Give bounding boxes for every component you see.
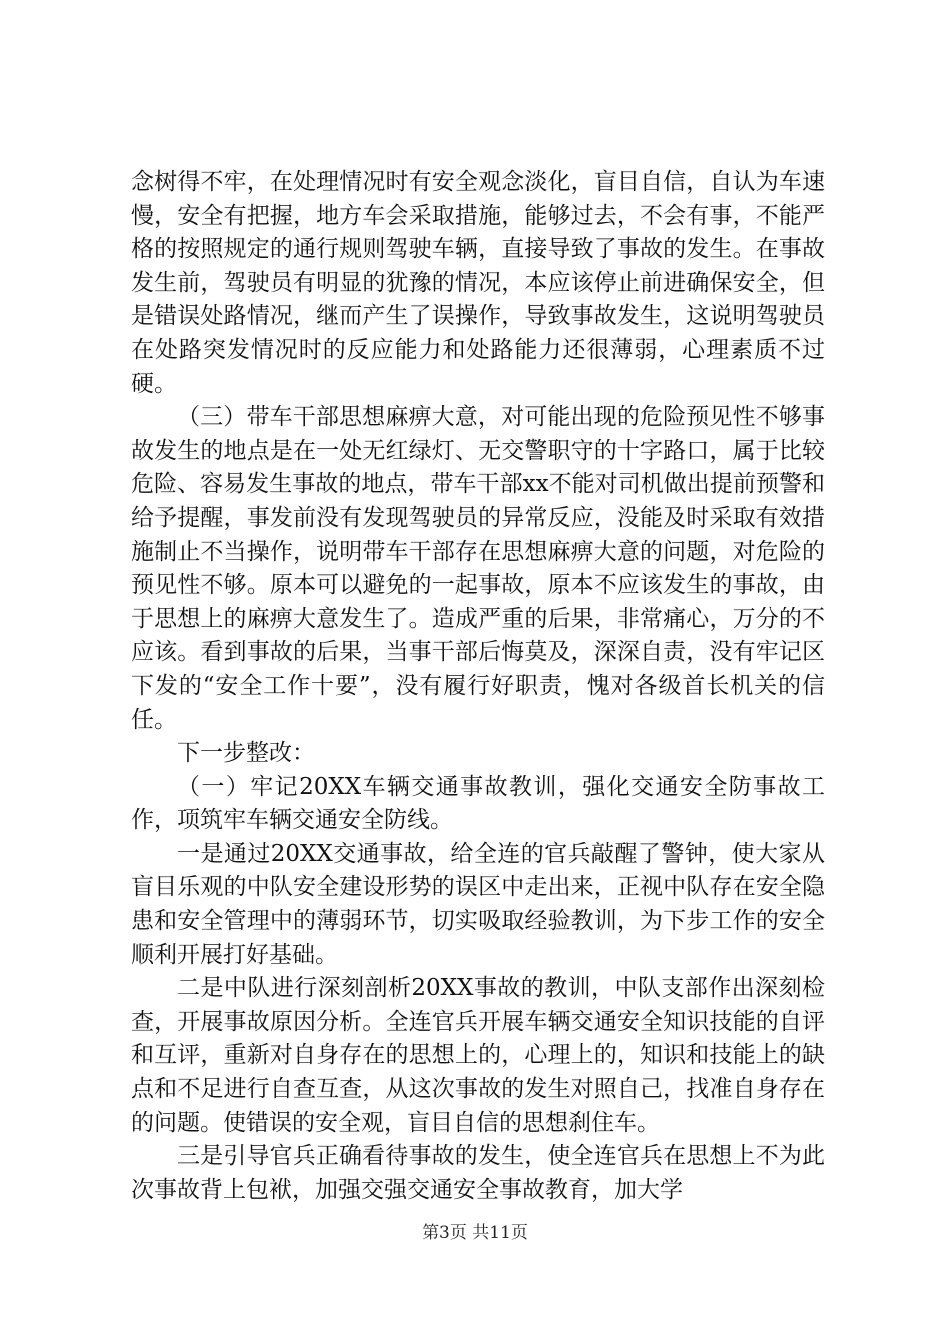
paragraph-driver-analysis: 念树得不牢，在处理情况时有安全观念淡化，盲目自信，自认为车速慢，安全有把握，地方车会采取措施，能够过去，不会有事，不能严格的按照规定的通行规则驾驶车辆，直接导致了事故的发生。在事故发生前，驾驶员有明显的犹豫的情况，本应该停止前进确保安全，但是错误处路情况，继而产生了误操作，导致事故发生，这说明驾驶员在处路突发情况时的反应能力和处路能力还很薄弱，心理素质不过硬。 [131,169,825,397]
paragraph-point-one: 一是通过20XX交通事故，给全连的官兵敲醒了警钟，使大家从盲目乐观的中队安全建设形势的误区中走出来，正视中队存在安全隐患和安全管理中的薄弱环节，切实吸取经验教训，为下步工作的安全顺利开展打好基础。 [131,840,825,968]
paragraph-next-steps-heading: 下一步整改： [177,740,315,767]
paragraph-rectification-one: （一）牢记20XX车辆交通事故教训，强化交通安全防事故工作，项筑牢车辆交通安全防线。 [131,773,825,834]
paragraph-officer-negligence: （三）带车干部思想麻痹大意，对可能出现的危险预见性不够事故发生的地点是在一处无红绿灯、无交警职守的十字路口，属于比较危险、容易发生事故的地点，带车干部xx不能对司机做出提前预警和给予提醒，事发前没有发现驾驶员的异常反应，没能及时采取有效措施制止不当操作，说明带车干部存在思想麻痹大意的问题，对危险的预见性不够。原本可以避免的一起事故，原本不应该发生的事故，由于思想上的麻痹大意发生了。造成严重的后果，非常痛心，万分的不应该。看到事故的后果，当事干部后悔莫及，深深自责，没有牢记区下发的“安全工作十要”，没有履行好职责，愧对各级首长机关的信任。 [131,404,825,733]
page-number-footer: 第3页 共11页 [422,1223,528,1243]
document-body [131,166,825,1207]
paragraph-point-three: 三是引导官兵正确看待事故的发生，使全连官兵在思想上不为此次事故背上包袱，加强交强交通安全事故教育，加大学 [131,1143,825,1203]
paragraph-point-two: 二是中队进行深刻剖析20XX事故的教训，中队支部作出深刻检查，开展事故原因分析。全连官兵开展车辆交通安全知识技能的自评和互评，重新对自身存在的思想上的，心理上的，知识和技能上的缺点和不足进行自查互查，从这次事故的发生对照自己，找准自身存在的问题。使错误的安全观，盲目自信的思想刹住车。 [131,975,825,1136]
